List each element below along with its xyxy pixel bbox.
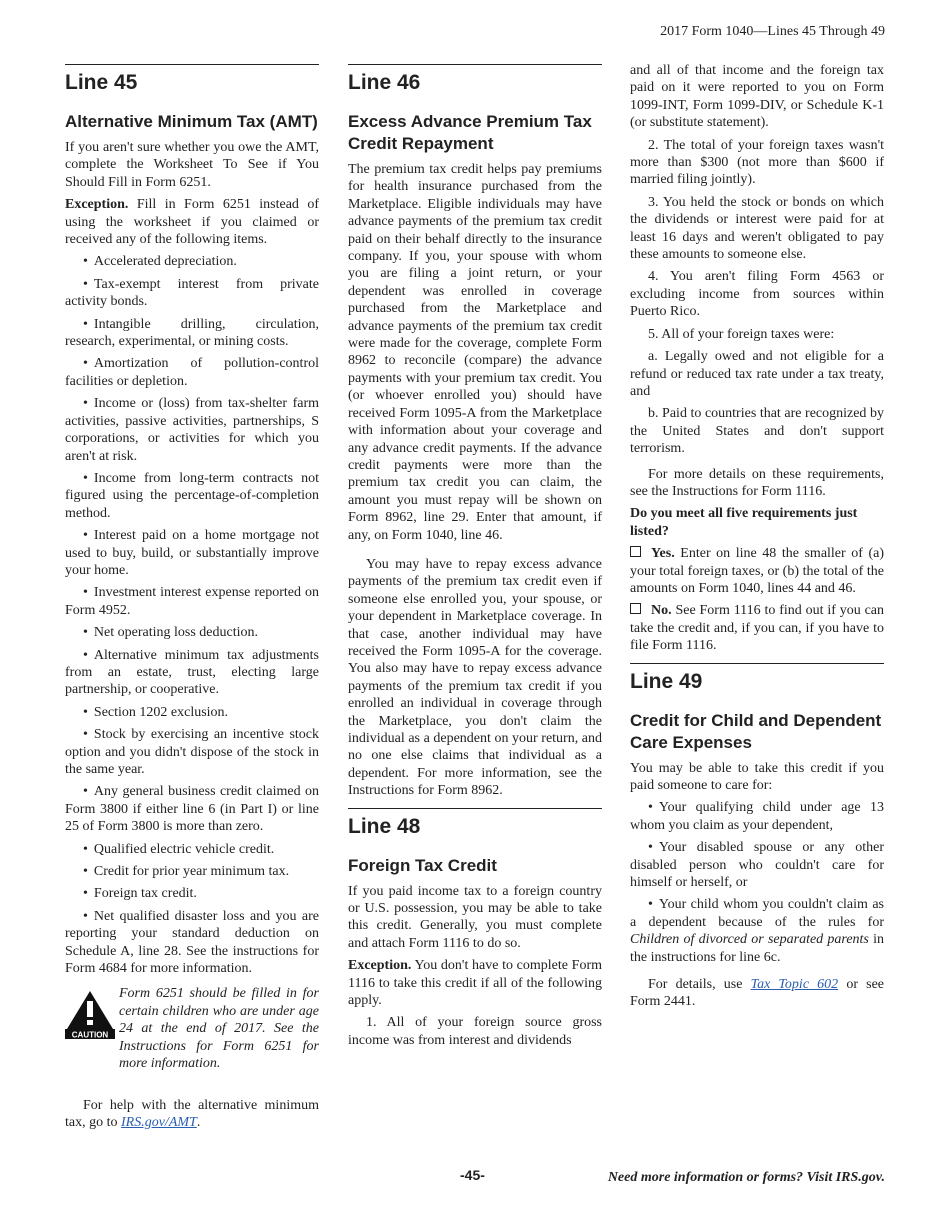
irs-amt-link[interactable]: IRS.gov/AMT (121, 1114, 197, 1130)
section-rule (65, 64, 319, 65)
amt-item: • Section 1202 exclusion. (65, 704, 319, 721)
amt-item: • Investment interest expense reported on Form 4952. (65, 584, 319, 619)
caution-text: Form 6251 should be filled in for certain children who are under age 24 at the end of 2017. See the Instructions for Form 6251 for more information. (119, 986, 319, 1072)
amt-item: • Income from long-term contracts not figured using the percentage-of-completion method. (65, 470, 319, 522)
amt-item: • Stock by exercising an incentive stock option and you didn't dispose of the stock in the same year. (65, 726, 319, 778)
caution-label: CAUTION (71, 1030, 109, 1040)
no-checkbox[interactable] (630, 603, 641, 614)
amt-item: • Intangible drilling, circulation, research, experimental, or mining costs. (65, 316, 319, 351)
amt-item: • Net operating loss deduction. (65, 624, 319, 641)
tax-topic-602-link[interactable]: Tax Topic 602 (750, 977, 839, 993)
ftc-yes: Yes. Enter on line 48 the smaller of (a) your total foreign taxes, or (b) the total of the amounts on Form 1040, lines 44 and 46. (630, 546, 884, 596)
ftc-req-4: 4. You aren't filing Form 4563 or excluding income from sources within Puerto Rico. (630, 269, 884, 320)
amt-item: • Alternative minimum tax adjustments from an estate, trust, electing large partnership, or cooperative. (65, 647, 319, 699)
amt-item: • Accelerated depreciation. (65, 253, 319, 270)
amt-item-list (65, 253, 319, 977)
line-48-heading: Line 48 (348, 814, 421, 838)
ftc-subheading: Foreign Tax Credit (348, 855, 497, 875)
ftc-intro: If you paid income tax to a foreign country or U.S. possession, you may be able to take this credit. Generally, you must complete and attach Form 1116 to do so. (348, 883, 602, 951)
column-3 (630, 62, 884, 1016)
amt-help: For help with the alternative minimum tax, go to IRS.gov/AMT. (65, 1097, 319, 1130)
ftc-details: For more details on these requirements, see the Instructions for Form 1116. (630, 466, 884, 499)
amt-item: • Net qualified disaster loss and you are reporting your standard deduction on Schedule A, line 28. See the instructions for Form 4684 for more information. (65, 908, 319, 978)
ftc-question: Do you meet all five requirements just listed? (630, 506, 858, 539)
ftc-req-1-cont: and all of that income and the foreign tax paid on it were reported to you on Form 1099-INT, Form 1099-DIV, or Schedule K-1 (or substitute statement). (630, 63, 884, 131)
column-1 (65, 64, 319, 1136)
dependent-care-bullet: • Your disabled spouse or any other disabled person who couldn't care for himself or herself, or (630, 839, 884, 891)
aptc-paragraph-2: You may have to repay excess advance payments of the premium tax credit even if someone else enrolled you, your spouse, or your dependent in Marketplace coverage. In that case, another individual may have received the Form 1095-A for the coverage. You also may have to repay excess advance payments of the premium tax credit if you enrolled an individual in coverage through the Marketplace, you don't claim the individual as a dependent on your return, and no one else claims that individual as a dependent. For more information, see the Instructions for Form 8962. (348, 556, 602, 799)
amt-subheading: Alternative Minimum Tax (AMT) (65, 112, 318, 131)
amt-item: • Tax-exempt interest from private activity bonds. (65, 276, 319, 311)
page-number: -45- (460, 1167, 485, 1183)
amt-item: • Foreign tax credit. (65, 885, 319, 902)
dependent-care-subheading: Credit for Child and Dependent Care Expenses (630, 710, 882, 752)
line-45-heading: Line 45 (65, 71, 138, 94)
caution-icon (65, 989, 115, 1039)
section-rule (348, 808, 602, 809)
amt-exception: Exception. Fill in Form 6251 instead of using the worksheet if you claimed or received any of the following items. (65, 197, 319, 248)
ftc-req-5a: a. Legally owed and not eligible for a refund or reduced tax rate under a tax treaty, and (630, 349, 884, 399)
ftc-exception: Exception. You don't have to complete Form 1116 to take this credit if all of the following apply. (348, 958, 602, 1009)
caution-note (65, 985, 319, 1072)
ftc-req-5b: b. Paid to countries that are recognized by the United States and don't support terrorism. (630, 406, 884, 457)
dependent-care-intro: You may be able to take this credit if you paid someone to care for: (630, 760, 884, 793)
ftc-req-3: 3. You held the stock or bonds on which the dividends or interest were paid for at least 16 days and weren't obligated to pay these amounts to someone else. (630, 194, 884, 263)
amt-item: • Interest paid on a home mortgage not used to buy, build, or substantially improve your home. (65, 527, 319, 579)
column-2 (348, 64, 602, 1054)
amt-item: • Credit for prior year minimum tax. (65, 863, 319, 880)
ftc-req-1: 1. All of your foreign source gross income was from interest and dividends (348, 1015, 602, 1048)
ftc-req-2: 2. The total of your foreign taxes wasn't more than $300 (not more than $600 if married filing jointly). (630, 137, 884, 188)
section-rule (630, 663, 884, 664)
aptc-subheading: Excess Advance Premium Tax Credit Repayment (348, 112, 592, 153)
dependent-care-bullet: • Your qualifying child under age 13 whom you claim as your dependent, (630, 799, 884, 834)
amt-item: • Any general business credit claimed on Form 3800 if either line 6 (in Part I) or line 25 of Form 3800 is more than zero. (65, 783, 319, 835)
dependent-care-bullet: • Your child whom you couldn't claim as a dependent because of the rules for Children of divorced or separated parents in the instructions for line 6c. (630, 896, 884, 966)
footer-note: Need more information or forms? Visit IRS.gov. (607, 1170, 885, 1185)
ftc-no: No. See Form 1116 to find out if you can take the credit and, if you can, if you have to file Form 1116. (630, 603, 884, 654)
dependent-care-details: For details, use Tax Topic 602 or see Form 2441. (630, 977, 885, 1010)
line-46-heading: Line 46 (348, 71, 421, 94)
ftc-req-5: 5. All of your foreign taxes were: (648, 326, 835, 342)
line-49-heading: Line 49 (630, 669, 703, 693)
amt-item: • Qualified electric vehicle credit. (65, 841, 319, 858)
section-rule (348, 64, 602, 65)
yes-checkbox[interactable] (630, 546, 641, 557)
amt-item: • Amortization of pollution-control facilities or depletion. (65, 355, 319, 390)
aptc-paragraph-1: The premium tax credit helps pay premiums for health insurance purchased from the Marketplace. Eligible individuals may have advance payments of the premium tax credit paid on their behalf directly to the insurance company. If you, your spouse with whom you are filing a joint return, or your dependent was enrolled in coverage purchased from the Marketplace and advance payments of the premium tax credit were made for the coverage, complete Form 8962 to reconcile (compare) the advance payments with your premium tax credit. You (or whoever enrolled you) should have received Form 1095-A from the Marketplace with information about your coverage and any advance credit payments. If the advance credit payments were more than the premium tax credit you can claim, the amount you must repay will be shown on Form 8962, line 29. Enter that amount, if any, on Form 1040, line 46. (348, 162, 602, 543)
amt-intro: If you aren't sure whether you owe the AMT, complete the Worksheet To See if You Should Fill in Form 6251. (65, 140, 319, 190)
amt-item: • Income or (loss) from tax-shelter farm activities, passive activities, partnerships, S corporations, or activities for which you aren't at risk. (65, 395, 319, 465)
page-header: 2017 Form 1040—Lines 45 Through 49 (660, 24, 885, 39)
